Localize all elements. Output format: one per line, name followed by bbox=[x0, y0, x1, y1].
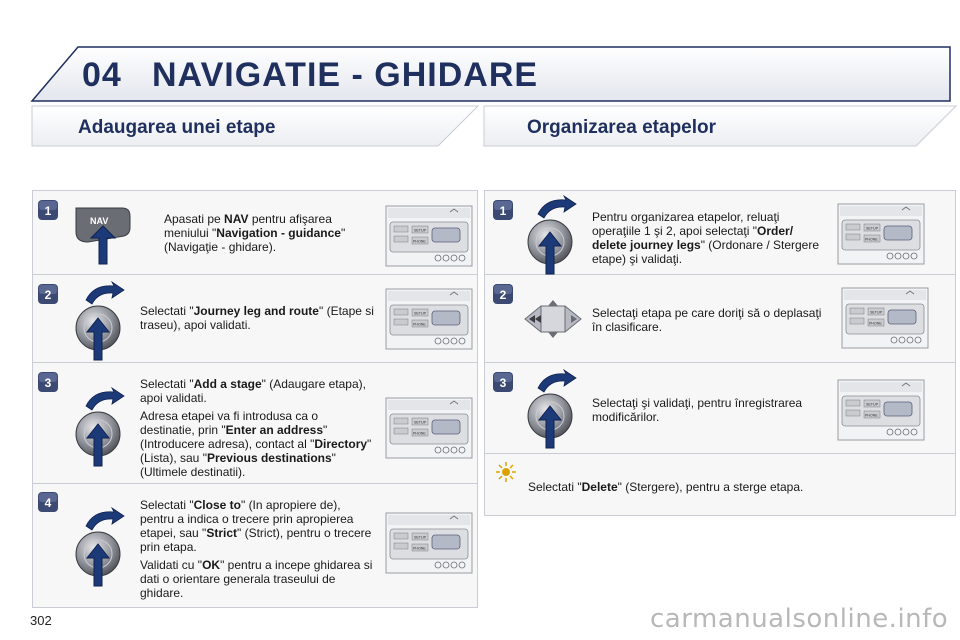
right-step-3-text: Selectaţi şi validaţi, pentru înregistrarea modificărilor. bbox=[592, 396, 803, 424]
svg-text:SETUP: SETUP bbox=[866, 402, 878, 407]
nav-button-icon bbox=[72, 204, 134, 268]
right-step-2-text: Selectaţi etapa pe care doriţi să o deplasaţi în clasificare. bbox=[592, 306, 822, 334]
step-number: 2 bbox=[44, 288, 52, 302]
rotary-knob-icon bbox=[72, 388, 128, 470]
svg-text:PHONE: PHONE bbox=[865, 413, 878, 418]
step-number: 3 bbox=[499, 376, 507, 390]
right-note-text: Selectati "Delete" (Stergere), pentru a sterge etapa. bbox=[528, 480, 804, 494]
radio-unit-thumbnail bbox=[386, 398, 472, 458]
step-number-badge bbox=[38, 200, 58, 220]
step-number-badge bbox=[38, 492, 58, 512]
nav-button-label: NAV bbox=[90, 216, 109, 226]
svg-text:SETUP: SETUP bbox=[870, 310, 882, 315]
rotary-knob-icon bbox=[524, 370, 580, 452]
left-step-4-text bbox=[140, 498, 376, 600]
step-number: 1 bbox=[499, 204, 507, 218]
rotary-knob-icon bbox=[72, 282, 128, 364]
radio-unit-thumbnail bbox=[386, 206, 472, 266]
left-step-3-text bbox=[140, 377, 376, 479]
step-number: 2 bbox=[499, 288, 507, 302]
rotary-knob-icon bbox=[72, 508, 128, 590]
step-number: 1 bbox=[44, 204, 52, 218]
svg-text:PHONE: PHONE bbox=[413, 239, 426, 244]
step-number: 3 bbox=[44, 376, 52, 390]
radio-unit-thumbnail bbox=[838, 380, 924, 440]
svg-text:SETUP: SETUP bbox=[866, 226, 878, 231]
svg-text:PHONE: PHONE bbox=[865, 237, 878, 242]
svg-text:SETUP: SETUP bbox=[414, 420, 426, 425]
left-step-4-para-1: Selectati "Close to" (In apropiere de), pentru a indica o trecere prin apropierea etapei, sau "Strict" (Strict), pentru o trecere prin etapa. bbox=[140, 498, 372, 554]
rotary-knob-icon bbox=[524, 196, 580, 278]
step-number-badge bbox=[493, 372, 513, 392]
page-number: 302 bbox=[30, 613, 52, 628]
svg-text:SETUP: SETUP bbox=[414, 311, 426, 316]
radio-unit-thumbnail bbox=[386, 513, 472, 573]
radio-unit-thumbnail bbox=[842, 288, 928, 348]
right-section-title: Organizarea etapelor bbox=[527, 117, 717, 138]
svg-text:PHONE: PHONE bbox=[413, 431, 426, 436]
left-step-3-para-1: Selectati "Add a stage" (Adaugare etapa), apoi validati. bbox=[140, 377, 366, 405]
radio-unit-thumbnail bbox=[386, 289, 472, 349]
step-number-badge bbox=[38, 284, 58, 304]
step-number: 4 bbox=[44, 496, 52, 510]
right-step-1-text: Pentru organizarea etapelor, reluaţi operaţiile 1 şi 2, apoi selectaţi "Order/ delete journey legs" (Ordonare / Stergere etape) şi validaţi. bbox=[592, 210, 820, 266]
svg-text:PHONE: PHONE bbox=[413, 546, 426, 551]
radio-unit-thumbnail bbox=[838, 204, 924, 264]
note-sun-icon bbox=[496, 462, 516, 482]
directional-pad-icon bbox=[517, 294, 589, 344]
left-step-3-para-2: Adresa etapei va fi introdusa ca o destinatie, prin "Enter an address" (Introducere adresa), contact al "Directory" (Lista), sau "Previous destinations" (Ultimele destinatii). bbox=[140, 409, 372, 479]
svg-text:PHONE: PHONE bbox=[413, 322, 426, 327]
chapter-number: 04 bbox=[82, 56, 122, 94]
left-step-1-text: Apasati pe NAV pentru afişarea meniului "Navigation - guidance" (Navigaţie - ghidare). bbox=[164, 212, 346, 254]
step-number-badge bbox=[493, 200, 513, 220]
chapter-title: NAVIGATIE - GHIDARE bbox=[152, 56, 539, 94]
svg-text:SETUP: SETUP bbox=[414, 535, 426, 540]
left-step-4-para-2: Validati cu "OK" pentru a incepe ghidarea si dati o orientare generala traseului de ghidare. bbox=[140, 558, 373, 600]
step-number-badge bbox=[38, 372, 58, 392]
svg-text:SETUP: SETUP bbox=[414, 228, 426, 233]
left-section-title: Adaugarea unei etape bbox=[78, 117, 276, 138]
svg-text:PHONE: PHONE bbox=[869, 321, 882, 326]
step-number-badge bbox=[493, 284, 513, 304]
watermark: carmanualsonline.info bbox=[650, 604, 949, 634]
left-step-2-text: Selectati "Journey leg and route" (Etape si traseu), apoi validati. bbox=[140, 304, 374, 332]
